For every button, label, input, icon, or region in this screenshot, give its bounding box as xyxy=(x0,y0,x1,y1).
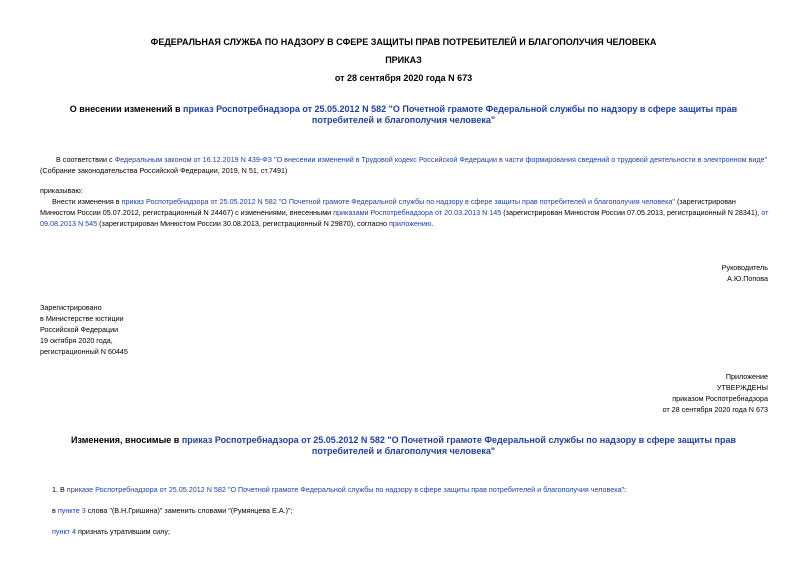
preamble-text: В соответствии с xyxy=(56,155,115,164)
federal-law-link[interactable]: Федеральным законом от 16.12.2019 N 439-ФЗ "О внесении изменений в Трудовой кодекс Российской Федерации в части формирования сведений о трудовой деятельности в электронном виде" xyxy=(114,155,768,164)
item-2-suffix: слова "(В.Н.Гришина)" заменить словами "(Румянцева Е.А.)"; xyxy=(85,506,293,515)
item-1-suffix: : xyxy=(624,485,627,494)
registration-line-1: Зарегистрировано xyxy=(40,303,102,312)
registration-line-5: регистрационный N 60445 xyxy=(40,347,128,356)
appendix-line-3: приказом Роспотребнадзора xyxy=(672,394,768,403)
signature-role: Руководитель xyxy=(721,263,768,272)
order-text-1: Внести изменения в xyxy=(52,197,122,206)
preamble xyxy=(40,154,780,176)
registration-line-2: в Министерстве юстиции xyxy=(40,314,124,323)
order-link-145[interactable]: приказами Роспотребнадзора от 20.03.2013 N 145 xyxy=(333,208,502,217)
appendix-line-4: от 28 сентября 2020 года N 673 xyxy=(662,405,768,414)
changes-title-prefix: Изменения, вносимые в xyxy=(71,435,182,445)
item-1-link[interactable]: приказе Роспотребнадзора от 25.05.2012 N 582 "О Почетной грамоте Федеральной службы по надзору в сфере защиты прав потребителей и благополучия человека" xyxy=(66,485,625,494)
signature-block xyxy=(560,262,768,284)
appendix-line-2: УТВЕРЖДЕНЫ xyxy=(716,383,768,392)
changes-title xyxy=(40,435,767,457)
order-line-3 xyxy=(40,218,770,229)
order-title-link[interactable]: приказ Роспотребнадзора от 25.05.2012 N 582 "О Почетной грамоте Федеральной службы по надзору в сфере защиты прав потребителей и благополучия человека" xyxy=(183,104,738,125)
item-2 xyxy=(52,505,772,516)
appendix-line-1: Приложение xyxy=(725,372,768,381)
preamble-line-2: (Собрание законодательства Российской Федерации, 2019, N 51, ст.7491) xyxy=(40,166,288,175)
registration-line-3: Российской Федерации xyxy=(40,325,119,334)
order-line-1 xyxy=(40,196,770,207)
order-text-6: . xyxy=(431,219,434,228)
order-link-545[interactable]: 09.08.2013 N 545 xyxy=(40,219,98,228)
punkt-3-link[interactable]: пункте 3 xyxy=(57,506,86,515)
item-2-prefix: в xyxy=(52,506,58,515)
registration-line-4: 19 октября 2020 года, xyxy=(40,336,113,345)
order-link-582[interactable]: приказ Роспотребнадзора от 25.05.2012 N 582 "О Почетной грамоте Федеральной службы по надзору в сфере защиты прав потребителей и благополучия человека" xyxy=(121,197,675,206)
punkt-4-link[interactable]: пункт 4 xyxy=(52,527,76,536)
order-text-3: Минюстом России 05.07.2012, регистрационный N 24467) с изменениями, внесенными xyxy=(40,208,334,217)
changes-title-link[interactable]: приказ Роспотребнадзора от 25.05.2012 N 582 "О Почетной грамоте Федеральной службы по надзору в сфере защиты прав потребителей и благополучия человека" xyxy=(181,435,736,456)
order-body xyxy=(40,185,770,229)
preamble-line-1 xyxy=(40,154,780,165)
order-line-2 xyxy=(40,207,770,218)
signature-name: А.Ю.Попова xyxy=(727,274,768,283)
appendix-block xyxy=(560,371,768,415)
item-1 xyxy=(52,484,772,495)
item-3-suffix: признать утратившим силу; xyxy=(75,527,170,536)
order-text-2: (зарегистрирован xyxy=(674,197,736,206)
doc-type-heading: ПРИКАЗ xyxy=(385,55,422,65)
appendix-link[interactable]: приложению xyxy=(389,219,432,228)
order-title xyxy=(40,104,767,126)
order-title-prefix: О внесении изменений в xyxy=(69,104,184,114)
date-number-heading: от 28 сентября 2020 года N 673 xyxy=(334,73,473,83)
order-text-4: (зарегистрирован Минюстом России 07.05.2013, регистрационный N 28341), xyxy=(501,208,762,217)
order-text-5: (зарегистрирован Минюстом России 30.08.2013, регистрационный N 29870), согласно xyxy=(97,219,390,228)
prikazyvayu-text: приказываю: xyxy=(40,186,83,195)
agency-heading: ФЕДЕРАЛЬНАЯ СЛУЖБА ПО НАДЗОРУ В СФЕРЕ ЗАЩИТЫ ПРАВ ПОТРЕБИТЕЛЕЙ И БЛАГОПОЛУЧИЯ ЧЕЛОВЕКА xyxy=(150,37,657,47)
item-3 xyxy=(52,526,772,537)
item-1-prefix: 1. В xyxy=(52,485,67,494)
registration-block xyxy=(40,302,240,357)
order-link-ot[interactable]: от xyxy=(761,208,769,217)
